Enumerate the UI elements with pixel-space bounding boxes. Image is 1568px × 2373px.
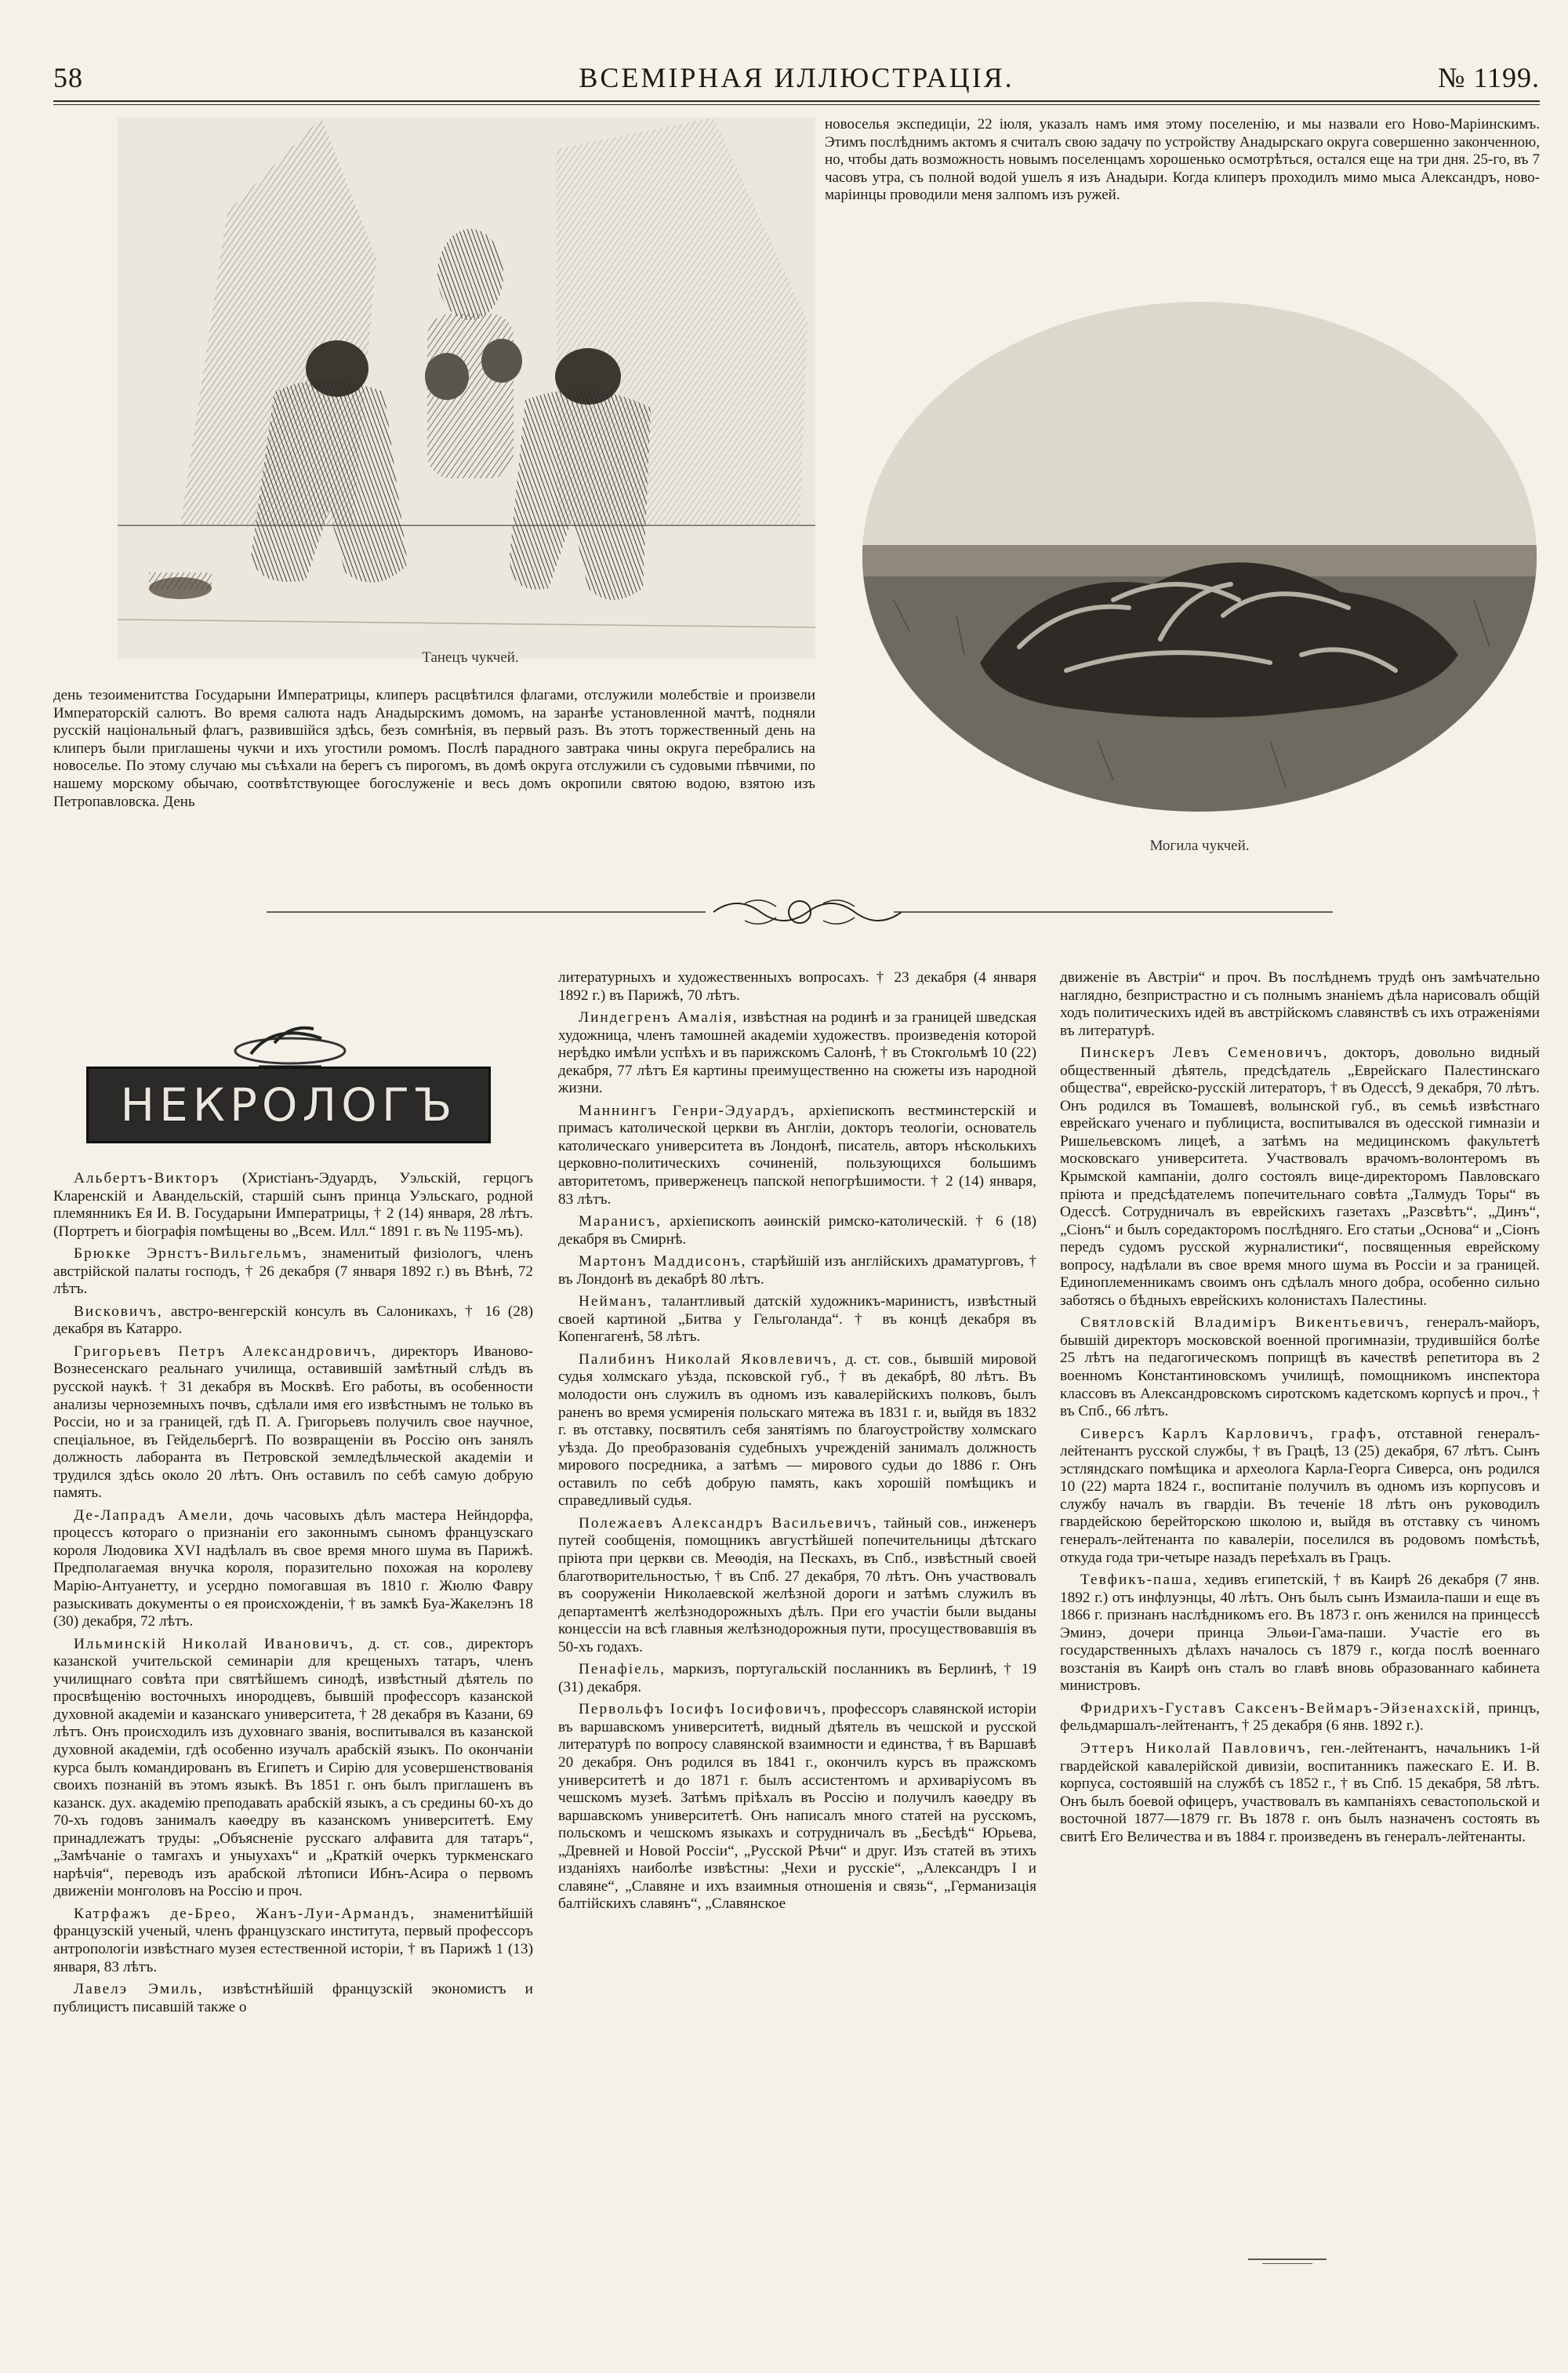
obituary-entry-name: Маннингъ Генри-Эдуардъ, — [579, 1102, 796, 1119]
obituary-entry-text: талантливый датскій художникъ-маринистъ, извѣстный своей картиной „Битва у Гельголанда“. † въ концѣ декабря въ Копенгагенѣ, 58 лѣтъ. — [558, 1293, 1036, 1346]
engraving-chukchi-dance — [118, 118, 815, 659]
obituary-entry-name: Полежаевъ Александръ Васильевичъ, — [579, 1514, 878, 1532]
obituary-entry — [53, 1507, 533, 1631]
article-continuation-mid: день тезоименитства Государыни Императрицы, клиперъ расцвѣтился флагами, отслужили молебствіе и произвели Императорскій салютъ. Во время салюта надъ Анадырскимъ домомъ, на заранѣе установленной мачтѣ, подняли русскій національный флагъ, развившійся здѣсь, безъ сомнѣнія, въ первый разъ. Въ этотъ торжественный день на клиперъ были приглашены чукчи и ихъ угостили ромомъ. Послѣ парадного завтрака чины округа перебрались на новоселье. По этому случаю мы съѣхали на берегъ съ пирогомъ, въ домѣ округа отслужили съ судовыми пѣвчими, по нашему морскому обычаю, соотвѣтствующее богослуженіе и весь домъ окропили святою водою, взятою изъ Петропавловска. День — [53, 687, 815, 810]
obituary-entry-text: архіепископъ аѳинскій римско-католическій. † 6 (18) декабря въ Смирнѣ. — [558, 1213, 1036, 1248]
obituary-entry-text: д. ст. сов., бывшій мировой судья холмскаго уѣзда, псковской губ., † въ декабрѣ, 80 лѣтъ. Въ молодости онъ служилъ въ одномъ изъ кавалерійскихъ полковъ, былъ раненъ во время усмиренія польскаго мятежа въ 1831 г. и, выйдя въ 1832 г. въ отставку, посвятилъ себя занятіямъ по благоустройству холмскаго уѣзда. До преобразованія судебныхъ учрежденій занималъ должность мирового посредника, а затѣмъ — мирового судьи до 1886 г. Онъ оставилъ по себѣ добрую память, какъ хорошій помѣщикъ и справедливый судья. — [558, 1350, 1036, 1510]
caption-chukchi-grave: Могила чукчей. — [1149, 838, 1250, 854]
obituary-entry-name: Фридрихъ-Густавъ Саксенъ-Веймаръ-Эйзенахскій, — [1080, 1699, 1482, 1717]
obituary-entry — [1060, 1700, 1540, 1735]
obituary-entry-text: движеніе въ Австріи“ и проч. Въ послѣднемъ трудѣ онъ замѣчательно наглядно, безпристрастно и съ полнымъ знаніемъ дѣла нарисовалъ общій ходъ политическихъ идей въ австрійскомъ славянствѣ съ ихъ отраженіями въ литературѣ. — [1060, 969, 1540, 1039]
obituary-entry — [558, 1701, 1036, 1913]
obituary-entry — [53, 1636, 533, 1901]
obituary-entry-text: знаменитый физіологъ, членъ австрійской палаты господъ, † 26 декабря (7 января 1892 г.) въ Вѣнѣ, 72 лѣтъ. — [53, 1245, 533, 1298]
obituary-entry-text: маркизъ, португальскій посланникъ въ Берлинѣ, † 19 (31) декабря. — [558, 1661, 1036, 1695]
obituary-entry-text: извѣстная на родинѣ и за границей шведская художница, членъ тамошней академіи художествъ. произведенія которой нерѣдко имѣли успѣхъ и въ парижскомъ Салонѣ, † въ Стокгольмѣ 10 (22) декабря, 77 лѣтъ Ея картины преимущественно на сюжеты изъ народной жизни. — [558, 1009, 1036, 1097]
obituary-entry — [1060, 1314, 1540, 1420]
obituary-column-1 — [53, 1170, 533, 2021]
obituary-entry-text: (Христіанъ-Эдуардъ, Уэльскій, герцогъ Кларенскій и Авандельскій, старшій сынъ принца Уэльскаго, родной племянникъ Ея И. В. Государыни Императрицы, † 2 (14) января, 28 лѣтъ. (Портретъ и біографія помѣщены во „Всем. Илл.“ 1891 г. въ № 1195-мъ). — [53, 1170, 533, 1240]
obituary-entry-text: старѣйшій изъ англійскихъ драматурговъ, † въ Лондонѣ въ декабрѣ 80 лѣтъ. — [558, 1253, 1036, 1288]
obituary-heading-block — [86, 1019, 486, 1153]
obituary-entry-text: директоръ Иваново-Вознесенскаго реальнаго училища, оставившій замѣтный слѣдъ въ русской наукѣ. † 31 декабря въ Москвѣ. Его работы, въ особенности анализы черноземныхъ почвъ, сдѣлали имя его извѣстнымъ не только въ Россіи, но и за границей, гдѣ П. А. Григорьевъ получилъ свое научное, спеціальное, въ Гейдельбергѣ. По возвращеніи въ Россію онъ занялъ должность лаборанта въ Петровской земледѣльческой академіи и трудился здѣсь около 20 лѣтъ. Онъ оставилъ по себѣ самую добрую память. — [53, 1343, 533, 1502]
header-rule — [53, 100, 1540, 102]
obituary-entry-name: Пенафіель, — [579, 1661, 666, 1678]
obituary-entry-text: принцъ, фельдмаршалъ-лейтенантъ, † 25 декабря (6 янв. 1892 г.). — [1060, 1699, 1540, 1735]
end-rule — [1248, 2259, 1327, 2260]
obituary-entry — [1060, 969, 1540, 1040]
obituary-column-3 — [1060, 969, 1540, 1851]
obituary-entry — [53, 1906, 533, 1976]
issue-number: № 1199. — [1437, 62, 1540, 93]
obituary-entry-name: Палибинъ Николай Яковлевичъ, — [579, 1350, 838, 1368]
obituary-entry-text: знаменитѣйшій французскій ученый, членъ французскаго института, первый профессоръ антропологіи извѣстнаго музея естественной исторіи, † въ Парижѣ 1 (13) января, 83 лѣтъ. — [53, 1905, 533, 1975]
obituary-entry-name: Линдегренъ Амалія, — [579, 1009, 739, 1027]
obituary-heading: НЕКРОЛОГЪ — [120, 1078, 457, 1132]
obituary-entry — [558, 1293, 1036, 1346]
obituary-entry — [558, 1661, 1036, 1696]
obituary-entry-name: Мартонъ Маддисонъ, — [579, 1253, 747, 1270]
obituary-entry — [558, 1253, 1036, 1288]
article-continuation-top: новоселья экспедиціи, 22 іюля, указалъ намъ имя этому поселенію, и мы назвали его Ново-Маріинскимъ. Этимъ послѣднимъ актомъ я считалъ свою задачу по устройству Анадырскаго округа совершенно законченною, но, чтобы дать возможность новымъ поселенцамъ хорошенько осмотрѣться, остался еще на три дня. 25-го, въ 7 часовъ утра, съ полной водой ушелъ я изъ Анадыри. Когда клиперъ проходилъ мимо мыса Александръ, ново-маріинцы проводили меня залпомъ изъ ружей. — [825, 116, 1540, 204]
obituary-entry — [53, 1981, 533, 2016]
obituary-heading-plate — [86, 1067, 491, 1143]
obituary-entry-name: Де-Лапрадъ Амели, — [74, 1506, 234, 1524]
obituary-entry-text: литературныхъ и художественныхъ вопросахъ. † 23 декабря (4 января 1892 г.) въ Парижѣ, 70 лѣтъ. — [558, 969, 1036, 1004]
obituary-entry-name: Первольфъ Іосифъ Іосифовичъ, — [579, 1701, 828, 1718]
obituary-entry-text: генералъ-майоръ, бывшій директоръ московской военной прогимназіи, трудившійся болѣе 25 лѣтъ на педагогическомъ поприщѣ въ качествѣ репетитора въ 2 военномъ Константиновскомъ училищѣ, помощникомъ инспектора классовъ въ Александровскомъ сиротскомъ кадетскомъ корпусѣ и проч., † въ Спб., 66 лѣтъ. — [1060, 1314, 1540, 1420]
grave-photo-svg — [862, 302, 1537, 812]
obituary-column-2 — [558, 969, 1036, 1918]
ornamental-divider — [267, 894, 1333, 930]
obituary-entry — [558, 1103, 1036, 1208]
obituary-entry-name: Эттеръ Николай Павловичъ, — [1080, 1739, 1312, 1757]
obituary-entry-name: Висковичъ, — [74, 1303, 163, 1320]
obituary-entry-text: извѣстнѣйшій французскій экономистъ и публицистъ писавшій также о — [53, 1981, 533, 2015]
obituary-entry — [558, 969, 1036, 1005]
obituary-entry-name: Григорьевъ Петръ Александровичъ, — [74, 1343, 377, 1360]
obituary-entry-name: Святловскій Владиміръ Викентьевичъ, — [1080, 1314, 1410, 1332]
obituary-entry — [558, 1515, 1036, 1656]
obituary-entry-name: Катрфажъ де-Брео, Жанъ-Луи-Армандъ, — [74, 1905, 416, 1922]
divider-ornament-svg — [267, 894, 1333, 930]
obituary-entry-text: хедивъ египетскій, † въ Каирѣ 26 декабря (7 янв. 1892 г.) отъ инфлуэнцы, 40 лѣтъ. Онъ былъ сынъ Измаила-паши и еще въ 1866 г. признанъ наслѣдникомъ его. Въ 1873 г. онъ женился на принцессѣ Эминэ, дочери принца Эльѳи-Гама-паши. Участіе его въ государственныхъ дѣлахъ началось съ 1879 г., когда послѣ военнаго возстанія въ Каирѣ онъ сталъ во главѣ вновь образованнаго кабинета министровъ. — [1060, 1572, 1540, 1695]
obituary-entry-text: отставной генералъ-лейтенантъ русской службы, † въ Грацѣ, 13 (25) декабря, 67 лѣтъ. Сынъ эстляндскаго помѣщика и археолога Карла-Георга Сиверса, онъ родился 10 (22) марта 1824 г., воспитаніе получилъ въ одномъ изъ корпусовъ и службу началъ въ гвардіи. Въ теченіе 18 лѣтъ онъ руководилъ гвардейскою берейторскою школою и, выйдя въ отставку съ чиномъ генералъ-лейтенанта по кавалеріи, поселился въ родовомъ помѣстьѣ, откуда года три-четыре назадъ переѣхалъ въ Грацъ. — [1060, 1425, 1540, 1566]
page-number: 58 — [53, 62, 83, 93]
obituary-entry — [1060, 1740, 1540, 1846]
obituary-entry-name: Тевфикъ-паша, — [1080, 1572, 1199, 1589]
obituary-entry — [558, 1213, 1036, 1248]
obituary-entry-name: Брюкке Эрнстъ-Вильгельмъ, — [74, 1245, 308, 1263]
obituary-entry — [1060, 1045, 1540, 1310]
running-head — [53, 61, 1540, 97]
obituary-entry — [53, 1343, 533, 1503]
obituary-entry — [53, 1170, 533, 1241]
obituary-entry-text: профессоръ славянской исторіи въ варшавскомъ университетѣ, видный дѣятель въ чешской и русской литературѣ по вопросу славянской взаимности и единства, † въ Варшавѣ 20 декабря. Онъ родился въ 1841 г., окончилъ курсъ въ пражскомъ университетѣ и до 1871 г. былъ ассистентомъ и архиваріусомъ въ чешскомъ музеѣ. Затѣмъ пріѣхалъ въ Россію и получилъ каѳедру въ варшавскомъ университетѣ. Онъ написалъ много статей на русскомъ, польскомъ и чешскомъ языкахъ и сотрудничалъ въ „Бесѣдѣ“ Юрьева, „Древней и Новой Россіи“, „Русской Рѣчи“ и друг. Изъ статей въ этихъ изданіяхъ наиболѣе извѣстны: „Чехи и русскіе“, „Александръ I и славяне“, „Славяне и ихъ взаимныя отношенія и связь“, „Германизація балтійскихъ славянъ“, „Славянское — [558, 1701, 1036, 1913]
obituary-entry-text: докторъ, довольно видный общественный дѣятель, предсѣдатель „Еврейскаго Палестинскаго общества“, еврейско-русскій литераторъ, † въ Одессѣ, 9 декабря, 70 лѣтъ. Онъ родился въ Томашевѣ, волынской губ., въ семьѣ извѣстнаго еврейскаго ученаго и публициста, воспитывался въ одесской гимназіи и Ришельевскомъ лицеѣ, а затѣмъ на медицинскомъ факультетѣ московскаго университета. Участвовалъ врачомъ-волонтеромъ въ Крымской кампаніи, долго состоялъ вице-директоромъ Павловскаго пріюта и предсѣдателемъ попечительнаго совѣта „Талмудъ Торы“ въ Одессѣ. Сотрудничалъ въ еврейскихъ газетахъ „Разсвѣтъ“, „Динъ“, „Сіонъ“ и былъ соредакторомъ послѣдняго. Его статьи „Основа“ и „Сіонъ передъ судомъ русской журналистики“, посвященныя еврейскому вопросу, надѣлали въ свое время много шума въ Россіи и за границей. Единоплеменникамъ своимъ онъ сдѣлалъ много добра, особенно сильно заботясь о бѣдныхъ еврейскихъ колонистахъ Палестины. — [1060, 1045, 1540, 1309]
obituary-entry-name: Лавелэ Эмиль, — [74, 1981, 204, 1998]
photo-chukchi-grave — [862, 302, 1537, 812]
header-rule-thin — [53, 104, 1540, 105]
obituary-entry-name: Сиверсъ Карлъ Карловичъ, графъ, — [1080, 1425, 1383, 1442]
obituary-entry-text: дочь часовыхъ дѣлъ мастера Нейндорфа, процессъ котораго о признаніи его законнымъ сыномъ французскаго короля Людовика XVI надѣлалъ въ свое время много шума въ Парижѣ. Предполагаемая внучка короля, поразительно похожая на королеву Марію-Антуанетту, и усердно помогавшая въ 1810 г. Жюлю Фавру разыскивать документы о ея происхожденіи, † въ замкѣ Буа-Жакелэнъ 18 (30) декабря, 72 лѣтъ. — [53, 1506, 533, 1630]
obituary-entry-name: Пинскеръ Левъ Семеновичъ, — [1080, 1045, 1329, 1062]
obituary-entry — [53, 1303, 533, 1339]
obituary-entry — [1060, 1426, 1540, 1567]
obituary-entry-name: Ильминскій Николай Ивановичъ, — [74, 1635, 355, 1652]
obituary-entry-text: тайный сов., инженеръ путей сообщенія, помощникъ августѣйшей попечительницы дѣтскаго пріюта при церкви св. Меѳодія, на Пескахъ, въ Спб., извѣстный своей благотворительностью, † въ Спб. 27 декабря, 70 лѣтъ. Онъ участвовалъ въ сооруженіи Николаевской желѣзной дороги и затѣмъ служилъ въ департаментѣ желѣзнодорожныхъ дѣлъ. При его участіи были выданы концессіи на всѣ главныя желѣзнодорожныя пути, просуществовавшія въ 50-хъ годахъ. — [558, 1514, 1036, 1655]
obituary-entry — [558, 1351, 1036, 1510]
obituary-entry — [558, 1009, 1036, 1098]
obituary-entry-text: австро-венгерскій консулъ въ Салоникахъ, † 16 (28) декабря въ Катарро. — [53, 1303, 533, 1338]
obituary-entry — [53, 1245, 533, 1299]
end-rule-short — [1262, 2263, 1312, 2264]
masthead-title: ВСЕМІРНАЯ ИЛЛЮСТРАЦІЯ. — [579, 62, 1014, 93]
obituary-entry-name: Нейманъ, — [579, 1293, 653, 1310]
caption-chukchi-dance: Танецъ чукчей. — [422, 649, 519, 666]
obituary-entry-name: Альбертъ-Викторъ — [74, 1170, 220, 1186]
obituary-entry-text: ген.-лейтенантъ, начальникъ 1-й гвардейской кавалерійской дивизіи, воспитанникъ пажескаго Е. И. В. корпуса, состоявшій на службѣ съ 1852 г., † въ Спб. 15 декабря, 58 лѣтъ. Онъ былъ боевой офицеръ, участвовалъ въ кампаніяхъ севастопольской и восточной 1877—1879 гг. Въ 1878 г. онъ былъ назначенъ состоять въ свитѣ Его Величества и въ 1884 г. произведенъ въ генералъ-лейтенанты. — [1060, 1739, 1540, 1845]
obituary-entry-name: Маранисъ, — [579, 1213, 662, 1230]
dance-engraving-svg — [118, 118, 815, 659]
obituary-entry — [1060, 1572, 1540, 1695]
obituary-entry-text: д. ст. сов., директоръ казанской учительской семинаріи для крещеныхъ татаръ, членъ училищнаго совѣта при святѣйшемъ синодѣ, извѣстный дѣятель по просвѣщенію восточныхъ инородцевъ, бывшій профессоръ казанской духовной академіи и казанскаго университета, † 28 декабря въ Казани, 69 лѣтъ. Онъ происходилъ изъ духовнаго званія, воспитывался въ казанской духовной академіи, гдѣ особенно изучалъ арабскій языкъ. По окончаніи курса былъ командированъ въ Египетъ и Сирію для усовершенствованія своихъ познаній въ этомъ языкѣ. Въ 1851 г. онъ былъ приглашенъ въ казанск. дух. академію преподавать арабскій языкъ, а съ средины 60-хъ до 70-хъ годовъ занималъ каѳедру въ казанскомъ университетѣ. Ему принадлежатъ труды: „Объясненіе русскаго алфавита для татаръ“, „Замѣчаніе о тамгахъ и уныухахъ“ и „Краткій очеркъ туркменскаго нарѣчія“, переводъ изъ арабской лѣтописи Ибнъ-Асира о первомъ движеніи монголовъ на Россію и проч. — [53, 1635, 534, 1900]
obituary-entry-text: архіепископъ вестминстерскій и примасъ католической церкви въ Англіи, докторъ теологіи, основатель католическаго университета въ Лондонѣ, писатель, авторъ нѣсколькихъ церковно-политическихъ сочиненій, пользующихся большимъ авторитетомъ, приверженецъ папской непогрѣшимости. † 2 (14) января, 83 лѣтъ. — [558, 1102, 1036, 1208]
